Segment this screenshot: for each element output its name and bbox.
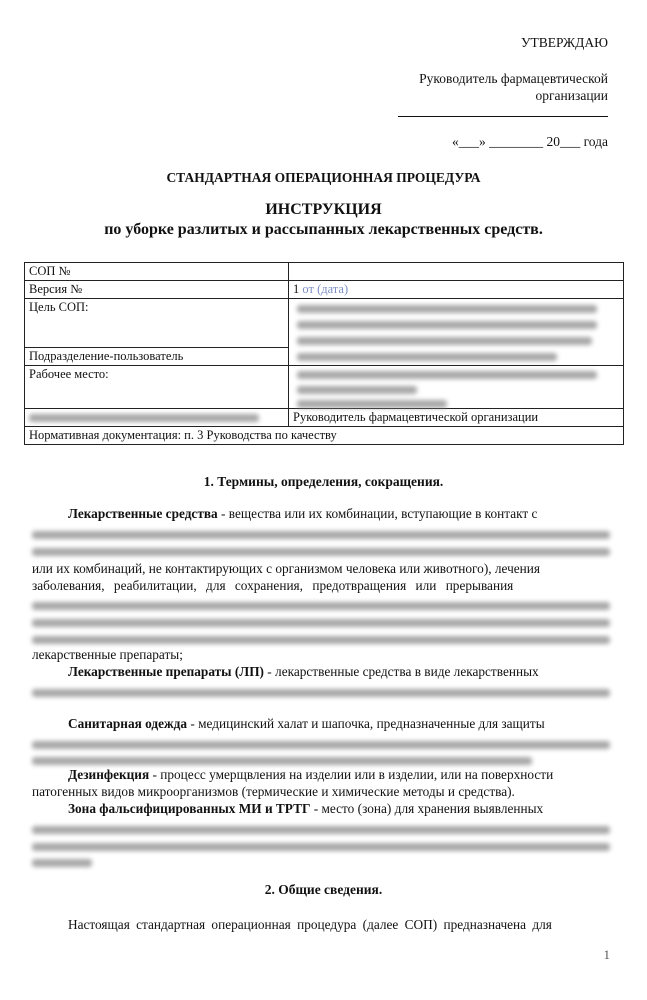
term5-name: Зона фальсифицированных МИ и ТРТГ xyxy=(68,801,311,816)
term4-def-line2: патогенных видов микроорганизмов (термические и химические методы и средства). xyxy=(32,784,515,799)
table-row xyxy=(25,366,624,409)
approval-date: «___» ________ 20___ года xyxy=(451,134,608,149)
term1-def-line1: - вещества или их комбинации, вступающие в контакт с xyxy=(217,506,538,521)
table-row xyxy=(25,263,624,281)
term3-def-line1: - медицинский халат и шапочка, предназначенные для защиты xyxy=(187,716,545,731)
term-sanitary-clothing xyxy=(32,715,612,733)
sop-number-value xyxy=(289,263,624,281)
term-disinfection xyxy=(32,766,612,784)
sop-table xyxy=(24,262,624,445)
version-value xyxy=(289,281,624,299)
approval-head-line2: организации xyxy=(535,88,608,103)
term3-name: Санитарная одежда xyxy=(68,716,188,731)
version-label: Версия № xyxy=(25,281,289,299)
table-row xyxy=(25,409,624,427)
sop-number-label: СОП № xyxy=(25,263,289,281)
table-row xyxy=(25,299,624,348)
page-number: 1 xyxy=(603,947,610,962)
approval-approve: УТВЕРЖДАЮ xyxy=(520,35,608,50)
workplace-label: Рабочее место: xyxy=(25,366,289,409)
term5-def-line1: - место (зона) для хранения выявленных xyxy=(310,801,544,816)
term4-name: Дезинфекция xyxy=(68,767,150,782)
department-label: Подразделение-пользователь xyxy=(25,348,289,366)
redacted-responsible-label xyxy=(25,409,289,427)
doc-title: ИНСТРУКЦИЯ xyxy=(265,201,382,218)
workplace-value xyxy=(289,366,624,409)
term1-name: Лекарственные средства xyxy=(68,506,218,521)
goal-value xyxy=(289,299,624,366)
redacted-workplace-text xyxy=(293,367,619,407)
approval-head-line1: Руководитель фармацевтической xyxy=(419,71,608,86)
table-row xyxy=(25,281,624,299)
version-number: 1 xyxy=(293,282,300,296)
table-row xyxy=(25,427,624,445)
term4-def-line1: - процесс умерщвления на изделии или в изделии, или на поверхности xyxy=(149,767,554,782)
normative-docs: Нормативная документация: п. 3 Руководства по качеству xyxy=(25,427,624,445)
term1-def-line5: заболевания, реабилитации, для сохранения, предотвращения или прерывания xyxy=(32,578,514,593)
term-counterfeit-zone xyxy=(32,800,612,818)
goal-label: Цель СОП: xyxy=(25,299,289,348)
version-date: (дата) xyxy=(317,282,349,296)
doc-subtitle: по уборке разлитых и рассыпанных лекарственных средств. xyxy=(104,221,543,238)
term1-def-end: лекарственные препараты; xyxy=(32,647,183,662)
responsible-value: Руководитель фармацевтической организации xyxy=(289,409,624,427)
term-medicines xyxy=(32,505,612,523)
section2-line1: Настоящая стандартная операционная процедура (далее СОП) предназначена для xyxy=(68,917,552,932)
signature-line xyxy=(398,116,608,117)
section2-heading: 2. Общие сведения. xyxy=(264,882,383,897)
term1-def-line4: или их комбинаций, не контактирующих с организмом человека или животного), лечения xyxy=(32,561,541,576)
section1-heading: 1. Термины, определения, сокращения. xyxy=(203,474,444,489)
term-drugs xyxy=(32,663,612,681)
term2-def-line1: - лекарственные средства в виде лекарственных xyxy=(263,664,539,679)
doc-type: СТАНДАРТНАЯ ОПЕРАЦИОННАЯ ПРОЦЕДУРА xyxy=(166,170,481,185)
term2-name: Лекарственные препараты (ЛП) xyxy=(68,664,264,679)
version-from: от xyxy=(302,282,314,296)
redacted-goal-text xyxy=(293,300,619,362)
approval-head xyxy=(330,70,608,104)
